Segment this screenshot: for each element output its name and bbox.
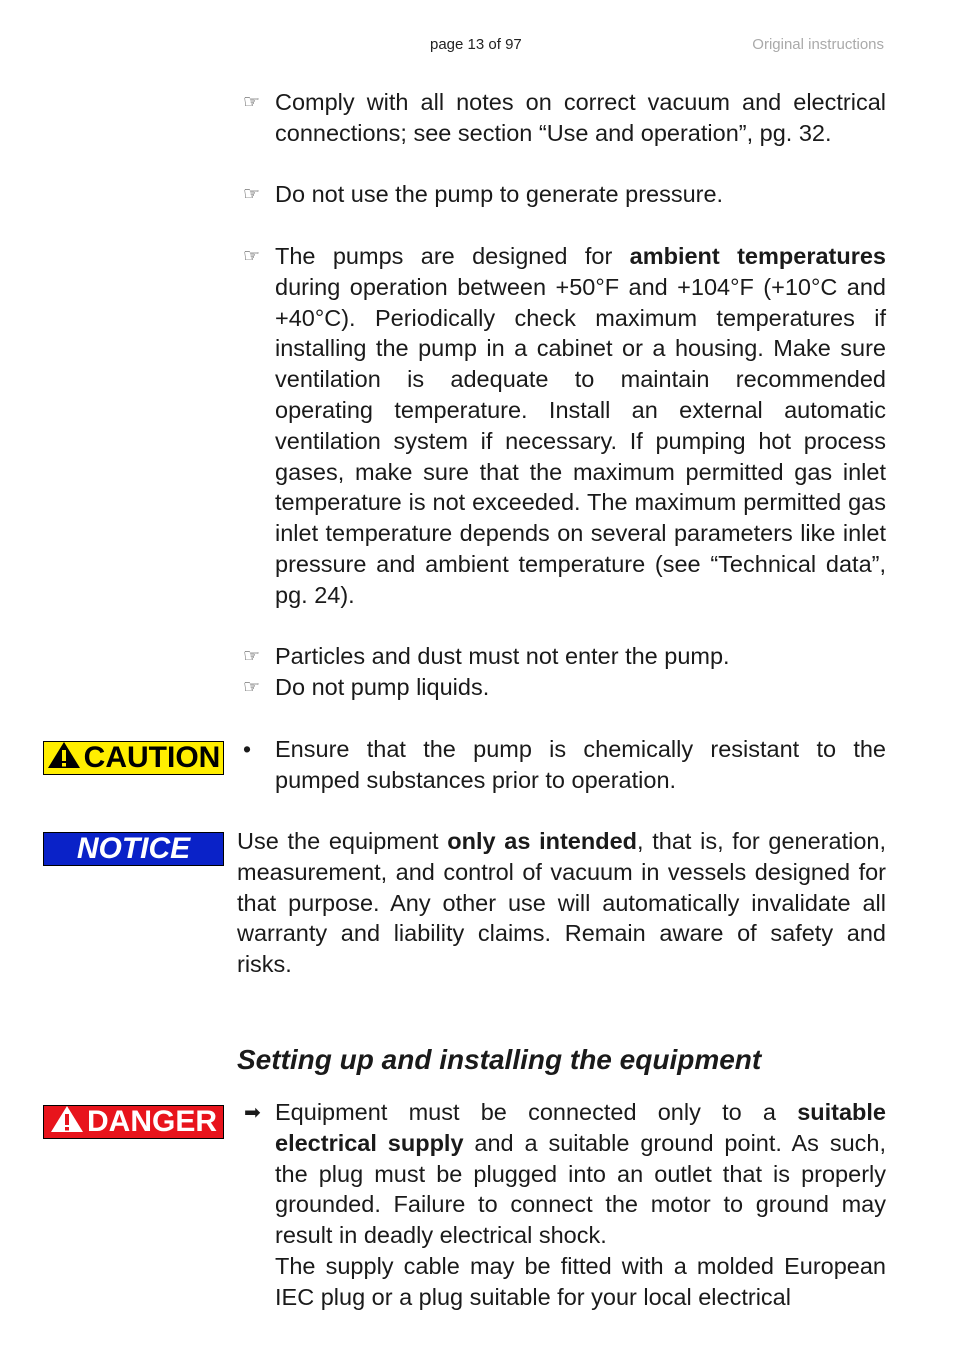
pointing-hand-icon: ☞ — [243, 245, 261, 267]
caution-text: Ensure that the pump is chemically resistant to the pumped substances prior to operation. — [275, 736, 886, 793]
danger-label — [43, 1105, 224, 1139]
danger-label-text: DANGER — [86, 1105, 217, 1138]
danger-text-continued: The supply cable may be fitted with a molded European IEC plug or a plug suitable for your local electrical — [275, 1253, 886, 1310]
note-no-liquids: Do not pump liquids. — [275, 674, 490, 700]
bullet-dot: • — [243, 736, 252, 762]
note-text: The pumps are designed for — [275, 243, 630, 269]
section-heading: Setting up and installing the equipment — [237, 1044, 762, 1075]
pointing-hand-icon: ☞ — [243, 676, 261, 698]
right-arrow-icon: ➡ — [244, 1100, 261, 1124]
danger-text-part: Equipment must be connected only to a — [275, 1099, 798, 1125]
warning-triangle-icon — [47, 741, 81, 775]
danger-text-part: and a suitable ground point. As such, the plug must be plugged into an outlet that is properly grounded. Failure to connect the motor to ground may result in deadly electrical shock. — [275, 1129, 886, 1249]
notice-label — [43, 832, 224, 866]
notice-text-part: Use the equipment — [237, 828, 448, 854]
pointing-hand-icon: ☞ — [243, 183, 261, 205]
notice-text-part: , that is, for generation, measurement, and control of vacuum in vessels designed for that purpose. Any other use will automatically invalidate all warranty and liability claims. Remain aware of safety and risks. — [237, 828, 886, 978]
note-text: during operation between +50°F and +104°F (+10°C and +40°C). Periodically check maximum temperatures if installing the pump in a cabinet or a housing. Make sure ventilation is adequate to maintain recommended operating temperature. Install an external automatic ventilation system if necessary. If pumping hot process gases, make sure that the maximum permitted gas inlet temperature is not exceeded. The maximum permitted gas inlet temperature depends on several parameters like inlet pressure and ambient temperature (see “Technical data”, pg. 24). — [275, 273, 886, 608]
danger-emphasis: suitable electrical supply — [275, 1099, 886, 1156]
note-no-pressure: Do not use the pump to generate pressure. — [275, 181, 724, 207]
note-vacuum-electrical: Comply with all notes on correct vacuum and electrical connections; see section “Use and operation”, pg. 32. — [275, 89, 886, 146]
caution-label-text: CAUTION — [83, 741, 221, 774]
warning-triangle-icon — [50, 1105, 84, 1139]
note-ambient-temperature — [275, 241, 886, 611]
notice-emphasis: only as intended — [447, 828, 637, 854]
pointing-hand-icon: ☞ — [243, 645, 261, 667]
danger-text — [275, 1097, 886, 1251]
document-type-label: Original instructions — [752, 36, 884, 53]
note-emphasis: ambient temperatures — [629, 243, 886, 269]
caution-label — [43, 741, 224, 775]
page-number: page 13 of 97 — [430, 36, 522, 53]
notice-text — [237, 826, 886, 980]
pointing-hand-icon: ☞ — [243, 91, 261, 113]
note-particles-dust: Particles and dust must not enter the pump. — [275, 643, 730, 669]
notice-label-text: NOTICE — [76, 832, 191, 865]
